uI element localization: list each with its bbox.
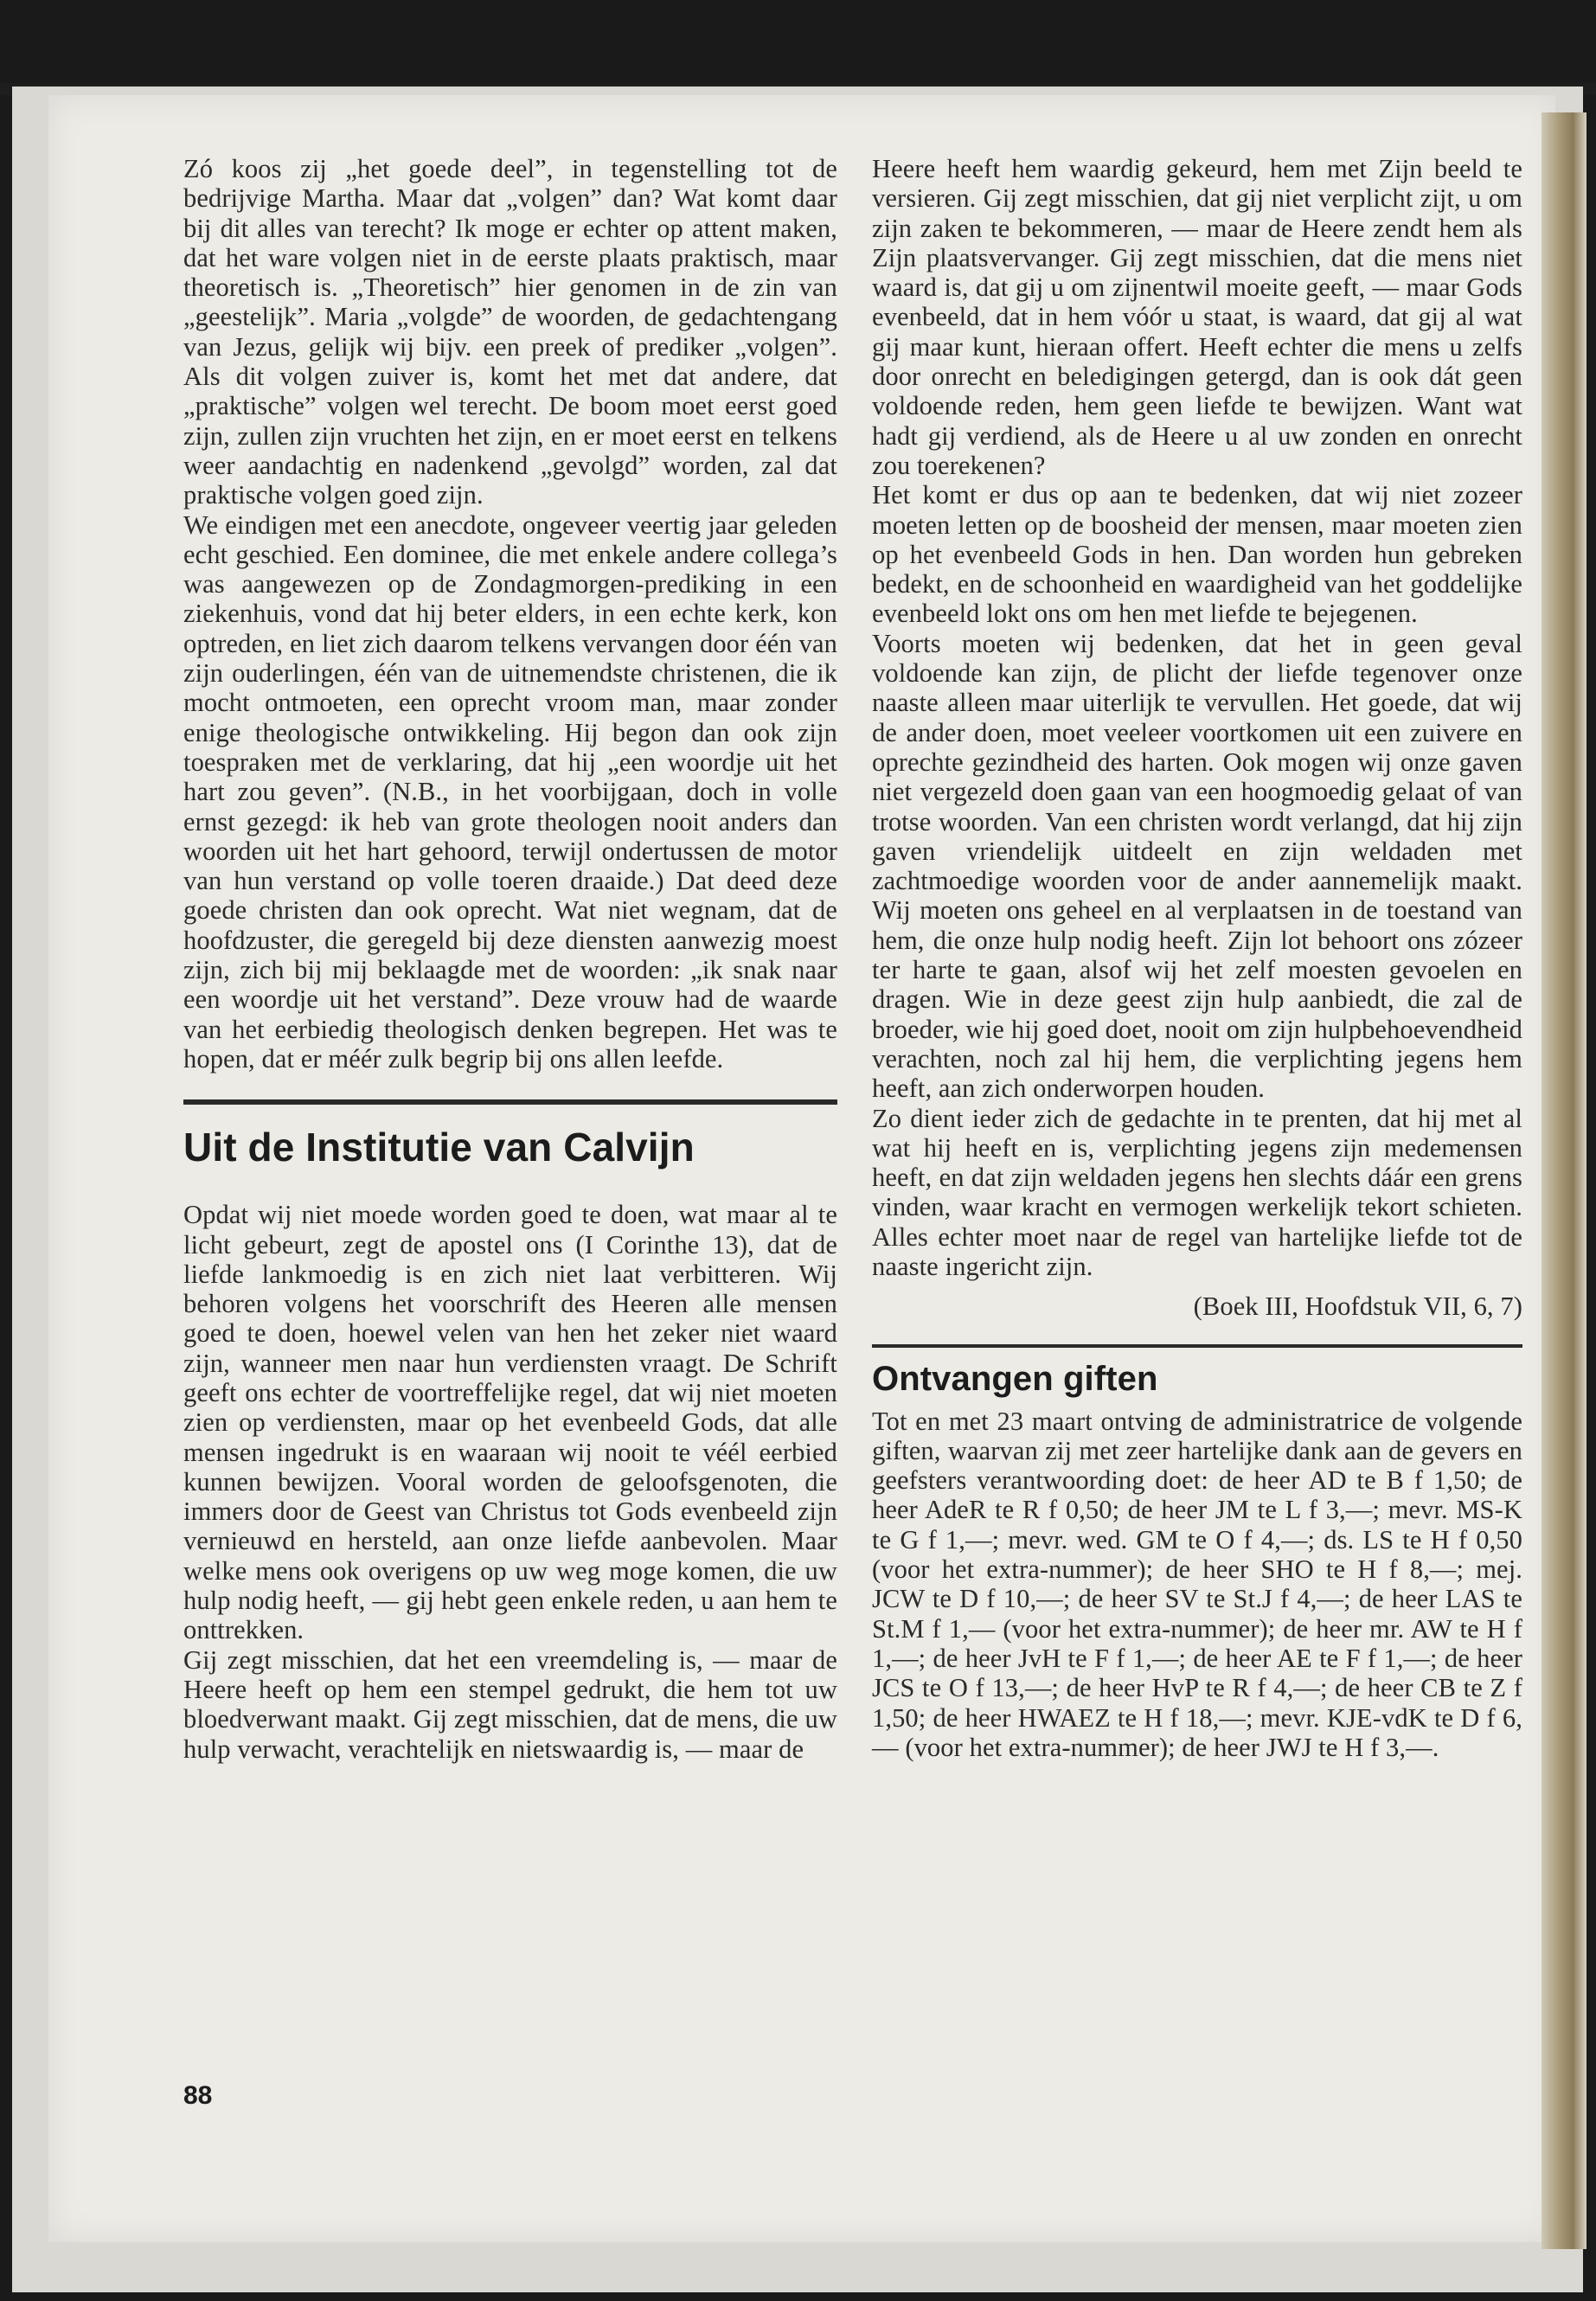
left-column [183,154,837,1764]
book-spine-edge [1542,112,1586,2249]
page-number: 88 [183,2081,213,2110]
source-reference: (Boek III, Hoofdstuk VII, 6, 7) [1193,1292,1522,1322]
paragraph: Opdat wij niet moede worden goed te doen, wat maar al te licht gebeurt, zegt de apostel ons (I Corinthe 13), dat de liefde lankmoedig is en zich niet laat verbitteren. Wij behoren volgens het voorschrift des Heeren alle mensen goed te doen, hoewel velen van hen het zeker niet waard zijn, wanneer men naar hun verdiensten vraagt. De Schrift geeft ons echter de voortreffelijke regel, dat wij niet moeten zien op verdiensten, maar op het evenbeeld Gods, dat alle mensen ingedrukt is en waaraan wij nooit te véél eerbied kunnen bewijzen. Vooral worden de geloofsgenoten, die immers door de Geest van Christus tot Gods evenbeeld zijn vernieuwd en hersteld, aan onze liefde aanbevolen. Maar welke mens ook overigens op uw weg moge komen, die uw hulp nodig heeft, — gij hebt geen enkele reden, u aan hem te onttrekken. [183,1200,837,1645]
paragraph: Voorts moeten wij bedenken, dat het in geen geval voldoende kan zijn, de plicht der liefde tegenover onze naaste alleen maar uiterlijk te vervullen. Het goede, dat wij de ander doen, moet veeleer voortkomen uit een zuivere en oprechte gezindheid des harten. Ook mogen wij onze gaven niet vergezeld doen gaan van een hoogmoedig gelaat of van trotse woorden. Van een christen wordt verlangd, dat hij zijn gaven vriendelijk uitdeelt en zijn weldaden met zachtmoedige woorden voor de ander aannemelijk maakt. Wij moeten ons geheel en al verplaatsen in de toestand van hem, die onze hulp nodig heeft. Zijn lot behoort ons zózeer ter harte te gaan, alsof wij het zelf moesten gevoelen en dragen. Wie in deze geest zijn hulp aanbiedt, die zal de broeder, wie hij goed doet, nooit om zijn hulpbehoevendheid verachten, noch zal hij hem, die verplichting jegens hem heeft, aan zich onderworpen houden. [872,628,1522,1104]
section-heading: Uit de Institutie van Calvijn [183,1125,695,1170]
paragraph: Heere heeft hem waardig gekeurd, hem met Zijn beeld te versieren. Gij zegt misschien, dat gij niet verplicht zijt, u om zijn zaken te bekommeren, — maar de Heere zendt hem als Zijn plaatsvervanger. Gij zegt misschien, dat die mens niet waard is, dat gij u om zijnentwil moeite geeft, — maar Gods evenbeeld, dat in hem vóór u staat, is waard, dat gij al wat gij maar kunt, hieraan offert. Heeft echter die mens u zelfs door onrecht en beledigingen getergd, dan is ook dát geen voldoende reden, hem geen liefde te bewijzen. Want wat hadt gij verdiend, als de Heere u al uw zonden en onrecht zou toerekenen? [872,154,1522,480]
section-divider [872,1344,1522,1348]
paragraph: Gij zegt misschien, dat het een vreemdeling is, — maar de Heere heeft op hem een stempel gedrukt, die hem tot uw bloedverwant maakt. Gij zegt misschien, dat de mens, die uw hulp verwacht, verachtelijk en nietswaardig is, — maar de [183,1644,837,1764]
paragraph: Zó koos zij „het goede deel”, in tegenstelling tot de bedrijvige Martha. Maar dat „volgen” dan? Wat komt daar bij dit alles van terecht? Ik moge er echter op attent maken, dat het ware volgen niet in de eerste plaats praktisch, maar theoretisch is. „Theoretisch” hier genomen in de zin van „geestelijk”. Maria „volgde” de woorden, de gedachtengang van Jezus, gelijk wij bijv. een preek of prediker „volgen”. Als dit volgen zuiver is, komt het met dat andere, dat „praktische” volgen wel terecht. De boom moet eerst goed zijn, zullen zijn vruchten het zijn, en er moet eerst en telkens weer aandachtig en nadenkend „gevolgd” worden, zal dat praktische volgen goed zijn. [183,154,837,510]
paragraph: Zo dient ieder zich de gedachte in te prenten, dat hij met al wat hij heeft en is, verplichting jegens zijn medemensen heeft, en dat zijn weldaden jegens hen slechts dáár een grens vinden, waar kracht en vermogen werkelijk tekort schieten. Alles echter moet naar de regel van hartelijke liefde tot de naaste ingericht zijn. [872,1103,1522,1281]
section-divider [183,1099,837,1105]
right-column [872,154,1522,1762]
paragraph: We eindigen met een anecdote, ongeveer veertig jaar geleden echt geschied. Een dominee, die met enkele andere collega’s was aangewezen op de Zondagmorgen-prediking in een ziekenhuis, vond dat hij beter elders, in een echte kerk, kon optreden, en liet zich daarom telkens vervangen door één van zijn ouderlingen, één van de uitnemendste christenen, die ik mocht ontmoeten, een oprecht vroom man, maar zonder enige theologische ontwikkeling. Hij begon dan ook zijn toespraken met de verklaring, dat hij „een woordje uit het hart zou geven”. (N.B., in het voorbijgaan, doch in volle ernst gezegd: ik heb van grote theologen nooit anders dan woorden uit het hart gehoord, terwijl ondertussen de motor van hun verstand op volle toeren draaide.) Dat deed deze goede christen dan ook oprecht. Wat niet wegnam, dat de hoofdzuster, die geregeld bij deze diensten aanwezig moest zijn, zich bij mij beklaagde met de woorden: „ik snak naar een woordje uit het verstand”. Deze vrouw had de waarde van het eerbiedig theologisch denken begrepen. Het was te hopen, dat er méér zulk begrip bij ons allen leefde. [183,510,837,1074]
paragraph: Het komt er dus op aan te bedenken, dat wij niet zozeer moeten letten op de boosheid der mensen, maar moeten zien op het evenbeeld Gods in hen. Dan worden hun gebreken bedekt, en de schoonheid en waardigheid van het goddelijke evenbeeld lokt ons om hen met liefde te bejegenen. [872,480,1522,629]
giften-heading: Ontvangen giften [872,1359,1158,1398]
giften-list: Tot en met 23 maart ontving de administratrice de volgende giften, waarvan zij met zeer hartelijke dank aan de gevers en geefsters verantwoording doet: de heer AD te B f 1,50; de heer AdeR te R f 0,50; de heer JM te L f 3,—; mevr. MS-K te G f 1,—; mevr. wed. GM te O f 4,—; ds. LS te H f 0,50 (voor het extra-nummer); de heer SHO te H f 8,—; mej. JCW te D f 10,—; de heer SV te St.J f 4,—; de heer LAS te St.M f 1,— (voor het extra-nummer); de heer mr. AW te H f 1,—; de heer JvH te F f 1,—; de heer AE te F f 1,—; de heer JCS te O f 13,—; de heer HvP te R f 4,—; de heer CB te Z f 1,50; de heer HWAEZ te H f 18,—; mevr. KJE-vdK te D f 6,— (voor het extra-nummer); de heer JWJ te H f 3,—. [872,1406,1522,1762]
